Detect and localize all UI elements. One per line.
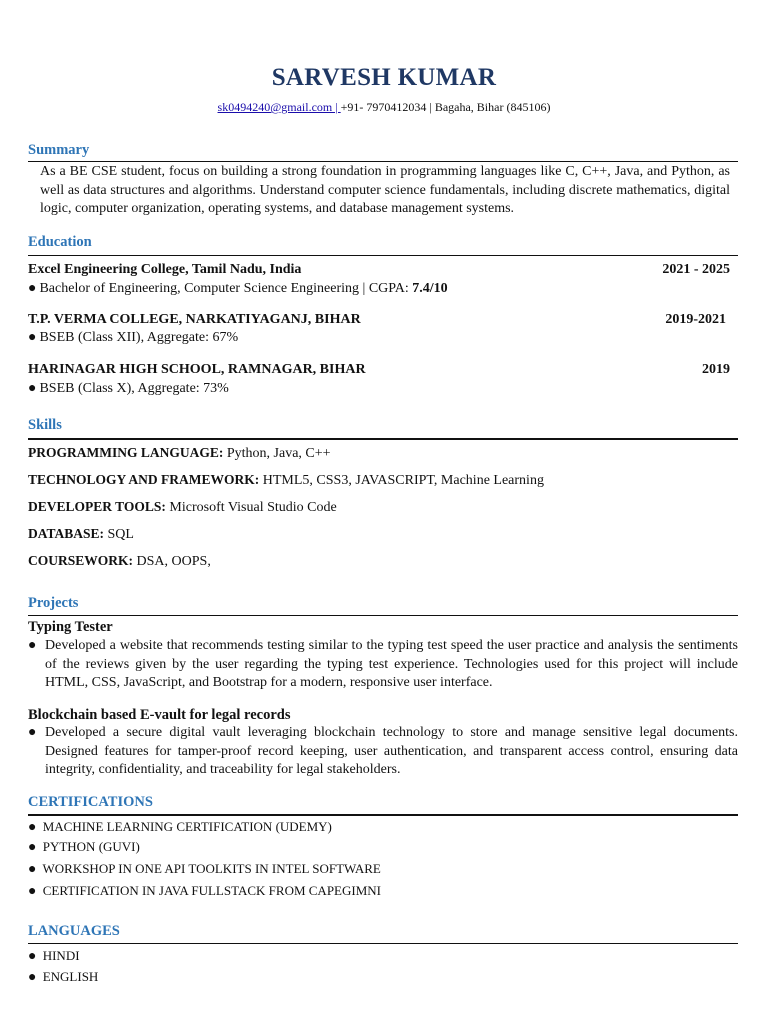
contact-line [0, 100, 768, 115]
education-detail-text: Bachelor of Engineering, Computer Science Engineering | CGPA: [39, 281, 413, 296]
skill-row [28, 553, 211, 570]
certifications-divider [28, 814, 738, 816]
skill-label: DEVELOPER TOOLS: [28, 499, 166, 514]
bullet-icon: ● [28, 949, 37, 964]
bullet-icon: ● [28, 862, 37, 877]
certification-item [28, 839, 140, 856]
skill-value: Python, Java, C++ [223, 446, 331, 461]
certification-item [28, 819, 332, 836]
skill-row [28, 526, 134, 543]
bullet-icon: ● [28, 725, 37, 740]
bullet-icon: ● [28, 330, 37, 345]
skill-row [28, 499, 337, 516]
bullet-icon: ● [28, 281, 37, 296]
projects-divider [28, 615, 738, 616]
email-link[interactable]: sk0494240@gmail.com | [217, 100, 341, 114]
language-text: HINDI [42, 948, 80, 963]
summary-text: As a BE CSE student, focus on building a strong foundation in programming languages like C, C++, Java, and Python, as well as data structures and algorithms. Understand computer science fundamentals, including discrete mathematics, digital logic, computer organization, operating systems, and database management systems. [40, 164, 730, 216]
certification-text: WORKSHOP IN ONE API TOOLKITS IN INTEL SOFTWARE [42, 861, 381, 876]
skills-heading: Skills [28, 417, 62, 433]
bullet-icon: ● [28, 820, 37, 835]
project-description-text: Developed a website that recommends testing similar to the typing test speed the user practice and analysis the sentiments of the reviews given by the user regarding the typing test experience. Technologies used for this project will include HTML, CSS, JavaScript, and Bootstrap for a modern, responsive user interface. [45, 638, 738, 690]
contact-details: +91- 7970412034 | Bagaha, Bihar (845106) [340, 100, 551, 114]
bullet-icon: ● [28, 970, 37, 985]
certification-item [28, 883, 381, 900]
education-year: 2019 [702, 362, 730, 377]
education-detail [28, 281, 448, 297]
education-detail-text: BSEB (Class XII), Aggregate: 67% [39, 330, 239, 345]
education-detail [28, 330, 238, 346]
bullet-icon: ● [28, 884, 37, 899]
certification-item [28, 861, 381, 878]
education-institution: T.P. VERMA COLLEGE, NARKATIYAGANJ, BIHAR [28, 312, 361, 327]
skill-row [28, 445, 331, 462]
education-heading: Education [28, 234, 92, 250]
certifications-heading: CERTIFICATIONS [28, 794, 153, 810]
language-item [28, 948, 80, 965]
skill-row [28, 472, 544, 489]
skills-divider [28, 438, 738, 440]
cgpa-value: 7.4/10 [412, 281, 448, 296]
certification-text: PYTHON (GUVI) [42, 839, 140, 854]
skill-label: TECHNOLOGY AND FRAMEWORK: [28, 472, 260, 487]
education-detail-text: BSEB (Class X), Aggregate: 73% [39, 381, 229, 396]
summary-heading: Summary [28, 142, 90, 158]
project-title: Blockchain based E-vault for legal records [28, 707, 291, 723]
skill-value: SQL [104, 527, 134, 542]
summary-divider [28, 161, 738, 162]
language-text: ENGLISH [42, 969, 99, 984]
project-description [28, 724, 738, 780]
skill-value: Microsoft Visual Studio Code [165, 500, 337, 515]
languages-divider [28, 943, 738, 944]
bullet-icon: ● [28, 381, 37, 396]
education-divider [28, 255, 738, 256]
project-title: Typing Tester [28, 619, 113, 635]
skill-value: HTML5, CSS3, JAVASCRIPT, Machine Learning [259, 473, 544, 488]
language-item [28, 969, 98, 986]
skill-label: COURSEWORK: [28, 553, 134, 568]
education-detail [28, 381, 229, 397]
languages-heading: LANGUAGES [28, 923, 120, 939]
project-description-text: Developed a secure digital vault leveraging blockchain technology to store and manage sensitive legal documents. Designed features for tamper-proof record keeping, user authentication, and transparent access control, ensuring data integrity, confidentiality, and traceability for legal stakeholders. [45, 725, 738, 777]
education-year: 2019-2021 [665, 312, 726, 327]
certification-text: MACHINE LEARNING CERTIFICATION (UDEMY) [42, 819, 332, 834]
bullet-icon: ● [28, 840, 37, 855]
education-institution: HARINAGAR HIGH SCHOOL, RAMNAGAR, BIHAR [28, 362, 366, 377]
skill-value: DSA, OOPS, [133, 554, 211, 569]
certification-text: CERTIFICATION IN JAVA FULLSTACK FROM CAPEGIMNI [42, 883, 381, 898]
project-description [28, 637, 738, 693]
skill-label: PROGRAMMING LANGUAGE: [28, 445, 224, 460]
education-year: 2021 - 2025 [662, 262, 730, 277]
education-institution: Excel Engineering College, Tamil Nadu, India [28, 262, 302, 277]
skill-label: DATABASE: [28, 526, 105, 541]
projects-heading: Projects [28, 595, 79, 611]
candidate-name: SARVESH KUMAR [271, 64, 497, 91]
bullet-icon: ● [28, 638, 37, 653]
